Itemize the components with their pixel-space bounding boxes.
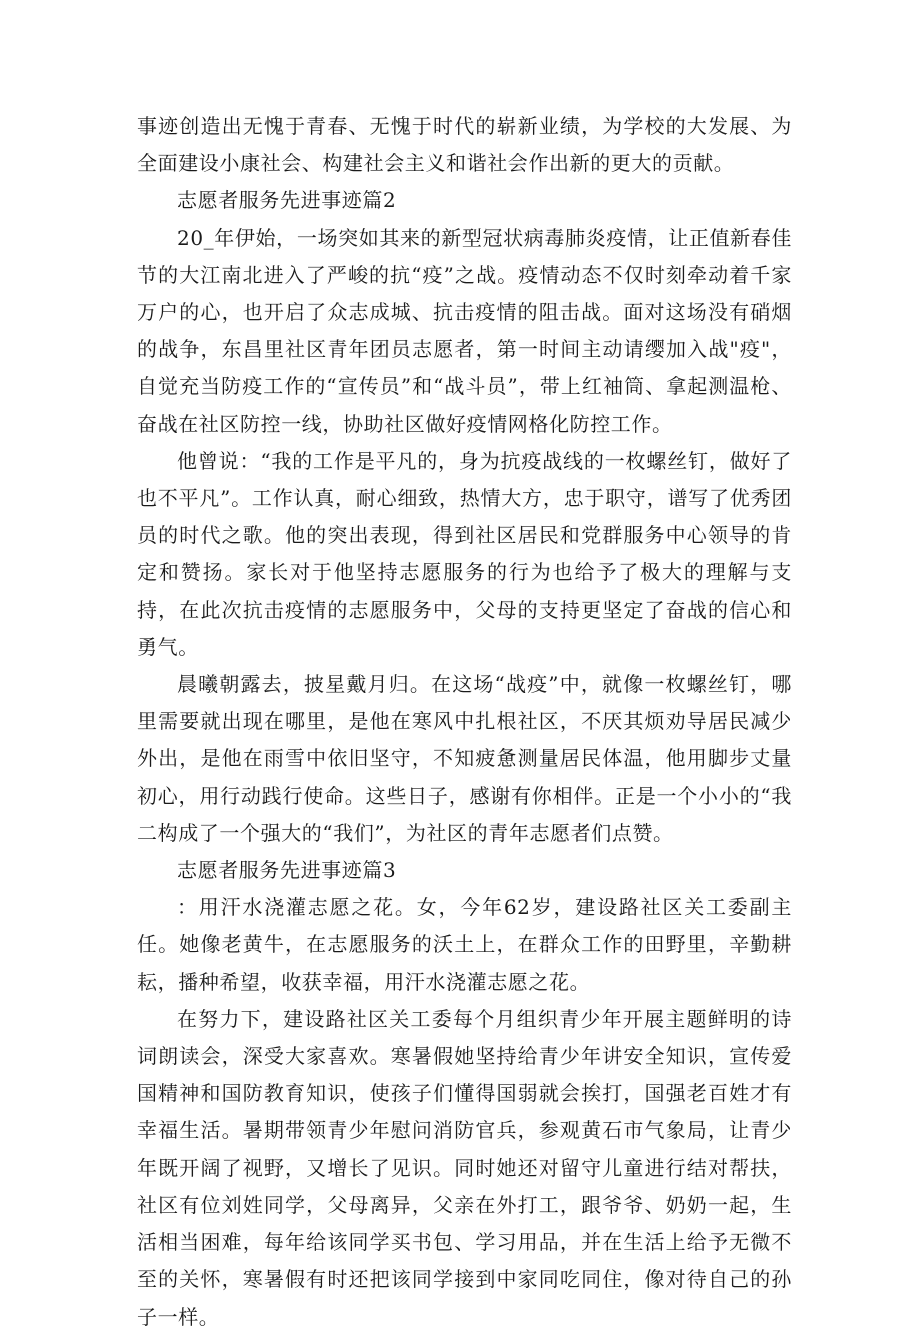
paragraph-epidemic-opening: 20_年伊始，一场突如其来的新型冠状病毒肺炎疫情，让正值新春佳节的大江南北进入了严峻的抗“疫”之战。疫情动态不仅时刻牵动着千家万户的心，也开启了众志成城、抗击疫情的阻击战。面对这场没有硝烟的战争，东昌里社区青年团员志愿者，第一时间主动请缨加入战"疫"，自觉充当防疫工作的“宣传员”和“战斗员”，带上红袖筒、拿起测温枪、奋战在社区防控一线，协助社区做好疫情网格化防控工作。 bbox=[137, 225, 792, 436]
paragraph-quote: 他曾说：“我的工作是平凡的，身为抗疫战线的一枚螺丝钉，做好了也不平凡”。工作认真，耐心细致，热情大方，忠于职守，谱写了优秀团员的时代之歌。他的突出表现，得到社区居民和党群服务中心领导的肯定和赞扬。家长对于他坚持志愿服务的行为也给予了极大的理解与支持，在此次抗击疫情的志愿服务中，父母的支持更坚定了奋战的信心和勇气。 bbox=[137, 448, 792, 659]
paragraph-intro-continuation: 事迹创造出无愧于青春、无愧于时代的崭新业绩，为学校的大发展、为全面建设小康社会、构建社会主义和谐社会作出新的更大的贡献。 bbox=[137, 114, 792, 176]
section-heading-2: 志愿者服务先进事迹篇2 bbox=[177, 188, 397, 213]
paragraph-dawn: 晨曦朝露去，披星戴月归。在这场“战疫”中，就像一枚螺丝钉，哪里需要就出现在哪里，是他在寒风中扎根社区，不厌其烦劝导居民减少外出，是他在雨雪中依旧坚守，不知疲惫测量居民体温，他用脚步丈量初心，用行动践行使命。这些日子，感谢有你相伴。正是一个小小的“我二构成了一个强大的“我们”，为社区的青年志愿者们点赞。 bbox=[137, 672, 792, 845]
paragraph-sweat: ：用汗水浇灌志愿之花。女，今年62岁，建设路社区关工委副主任。她像老黄牛，在志愿服务的沃土上，在群众工作的田野里，辛勤耕耘，播种希望，收获幸福，用汗水浇灌志愿之花。 bbox=[137, 895, 792, 994]
paragraph-efforts: 在努力下，建设路社区关工委每个月组织青少年开展主题鲜明的诗词朗读会，深受大家喜欢。寒暑假她坚持给青少年讲安全知识，宣传爱国精神和国防教育知识，使孩子们懂得国弱就会挨打，国强老百姓才有幸福生活。暑期带领青少年慰问消防官兵，参观黄石市气象局，让青少年既开阔了视野，又增长了见识。同时她还对留守儿童进行结对帮扶，社区有位刘姓同学，父母离异，父亲在外打工，跟爷爷、奶奶一起，生活相当困难，每年给该同学买书包、学习用品，并在生活上给予无微不至的关怀，寒暑假有时还把该同学接到中家同吃同住，像对待自己的孙子一样。 bbox=[137, 1006, 792, 1329]
document-page bbox=[137, 108, 792, 1336]
section-heading-3: 志愿者服务先进事迹篇3 bbox=[177, 858, 397, 883]
